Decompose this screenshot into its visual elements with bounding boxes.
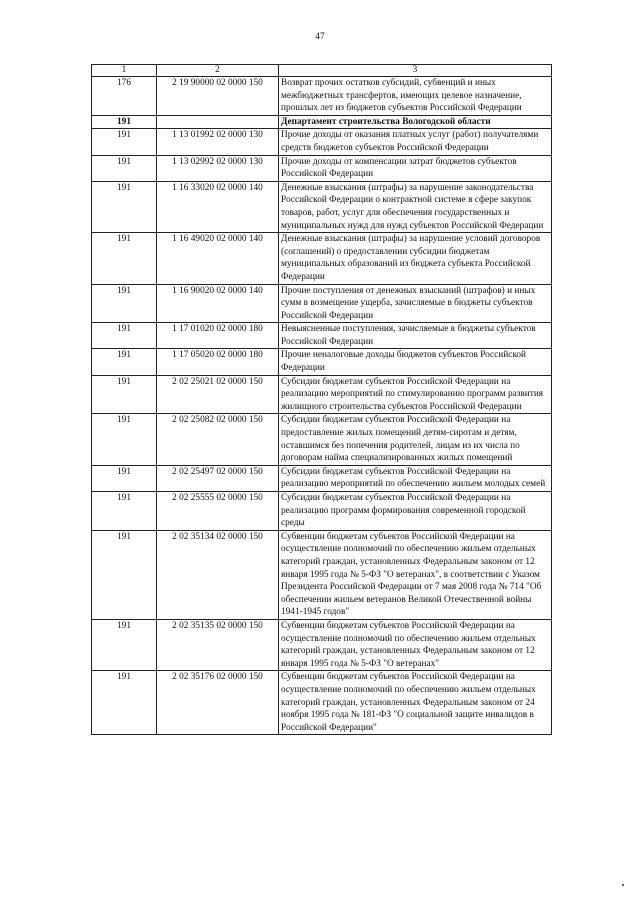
admin-code-cell: 191 [92, 530, 157, 619]
revenue-code-cell: 1 16 33020 02 0000 140 [157, 181, 279, 232]
revenue-name-cell: Прочие доходы от оказания платных услуг (работ) получателями средств бюджетов субъектов Российской Федерации [279, 129, 552, 155]
table-row [92, 181, 552, 232]
admin-code-cell: 191 [92, 465, 157, 491]
table-row [92, 375, 552, 414]
revenue-code-cell: 1 17 05020 02 0000 180 [157, 349, 279, 375]
revenue-code-cell [157, 115, 279, 129]
revenue-name-cell: Возврат прочих остатков субсидий, субвенций и иных межбюджетных трансфертов, имеющих целевое назначение, прошлых лет из бюджетов субъектов Российской Федерации [279, 77, 552, 116]
column-number-row [92, 65, 552, 77]
revenue-code-cell: 2 02 25082 02 0000 150 [157, 414, 279, 465]
revenue-name-cell: Субвенции бюджетам субъектов Российской Федерации на осуществление полномочий по обеспечению жильем отдельных категорий граждан, установленных Федеральным законом от 24 ноября 1995 года № 181-ФЗ "О социальной защите инвалидов в Российской Федерации" [279, 671, 552, 735]
revenue-code-cell: 2 02 35176 02 0000 150 [157, 671, 279, 735]
revenue-code-cell: 2 02 35134 02 0000 150 [157, 530, 279, 619]
admin-code-cell: 191 [92, 284, 157, 323]
admin-code-cell: 191 [92, 129, 157, 155]
column-number-3: 3 [279, 65, 552, 77]
revenue-code-cell: 2 02 25497 02 0000 150 [157, 465, 279, 491]
revenue-code-cell: 2 19 90000 02 0000 150 [157, 77, 279, 116]
admin-code-cell: 191 [92, 155, 157, 181]
revenue-code-cell: 2 02 25021 02 0000 150 [157, 375, 279, 414]
revenue-code-cell: 1 16 90020 02 0000 140 [157, 284, 279, 323]
table-row [92, 233, 552, 284]
revenue-name-cell: Департамент строительства Вологодской области [279, 115, 552, 129]
revenue-name-cell: Прочие неналоговые доходы бюджетов субъектов Российской Федерации [279, 349, 552, 375]
admin-code-cell: 191 [92, 181, 157, 232]
table-body [92, 77, 552, 735]
revenue-code-cell: 1 16 49020 02 0000 140 [157, 233, 279, 284]
scan-speck [622, 884, 624, 886]
column-number-1: 1 [92, 65, 157, 77]
table-row [92, 530, 552, 619]
revenue-codes-table [91, 64, 552, 735]
revenue-name-cell: Субвенции бюджетам субъектов Российской Федерации на осуществление полномочий по обеспечению жильем отдельных категорий граждан, установленных Федеральным законом от 12 января 1995 года № 5-ФЗ "О ветеранах" [279, 619, 552, 670]
revenue-code-cell: 1 13 02992 02 0000 130 [157, 155, 279, 181]
admin-code-cell: 191 [92, 115, 157, 129]
revenue-code-cell: 1 13 01992 02 0000 130 [157, 129, 279, 155]
table-row [92, 619, 552, 670]
revenue-code-cell: 2 02 35135 02 0000 150 [157, 619, 279, 670]
admin-code-cell: 191 [92, 492, 157, 531]
admin-code-cell: 191 [92, 349, 157, 375]
revenue-name-cell: Субсидии бюджетам субъектов Российской Федерации на реализацию мероприятий по стимулированию программ развития жилищного строительства субъектов Российской Федерации [279, 375, 552, 414]
admin-code-cell: 191 [92, 619, 157, 670]
revenue-name-cell: Субсидии бюджетам субъектов Российской Федерации на реализацию программ формирования современной городской среды [279, 492, 552, 531]
table-row [92, 155, 552, 181]
table-row [92, 77, 552, 116]
revenue-name-cell: Прочие доходы от компенсации затрат бюджетов субъектов Российской Федерации [279, 155, 552, 181]
table-row [92, 671, 552, 735]
revenue-code-cell: 2 02 25555 02 0000 150 [157, 492, 279, 531]
table-row [92, 129, 552, 155]
admin-code-cell: 191 [92, 671, 157, 735]
table-row [92, 323, 552, 349]
admin-code-cell: 191 [92, 375, 157, 414]
department-header-row [92, 115, 552, 129]
revenue-name-cell: Субсидии бюджетам субъектов Российской Федерации на предоставление жилых помещений детям-сиротам и детям, оставшимся без попечения родителей, лицам из их числа по договорам найма специализированных жилых помещений [279, 414, 552, 465]
page-number: 47 [315, 32, 325, 42]
table-row [92, 465, 552, 491]
revenue-code-cell: 1 17 01020 02 0000 180 [157, 323, 279, 349]
revenue-name-cell: Денежные взыскания (штрафы) за нарушение условий договоров (соглашений) о предоставлении субсидии бюджетам муниципальных образований из бюджета субъекта Российской Федерации [279, 233, 552, 284]
column-number-2: 2 [157, 65, 279, 77]
revenue-name-cell: Денежные взыскания (штрафы) за нарушение законодательства Российской Федерации о контрактной системе в сфере закупок товаров, работ, услуг для обеспечения государственных и муниципальных нужд для нужд субъектов Российской Федерации [279, 181, 552, 232]
table-row [92, 414, 552, 465]
revenue-name-cell: Субвенции бюджетам субъектов Российской Федерации на осуществление полномочий по обеспечению жильем отдельных категорий граждан, установленных Федеральным законом от 12 января 1995 года № 5-ФЗ "О ветеранах", в соответствии с Указом Президента Российской Федерации от 7 мая 2008 года № 714 "Об обеспечении жильем ветеранов Великой Отечественной войны 1941-1945 годов" [279, 530, 552, 619]
table-row [92, 349, 552, 375]
revenue-name-cell: Невыясненные поступления, зачисляемые в бюджеты субъектов Российской Федерации [279, 323, 552, 349]
revenue-name-cell: Субсидии бюджетам субъектов Российской Федерации на реализацию мероприятий по обеспечению жильем молодых семей [279, 465, 552, 491]
admin-code-cell: 176 [92, 77, 157, 116]
revenue-name-cell: Прочие поступления от денежных взысканий (штрафов) и иных сумм в возмещение ущерба, зачисляемые в бюджеты субъектов Российской Федерации [279, 284, 552, 323]
table-row [92, 492, 552, 531]
table-row [92, 284, 552, 323]
admin-code-cell: 191 [92, 414, 157, 465]
admin-code-cell: 191 [92, 233, 157, 284]
admin-code-cell: 191 [92, 323, 157, 349]
